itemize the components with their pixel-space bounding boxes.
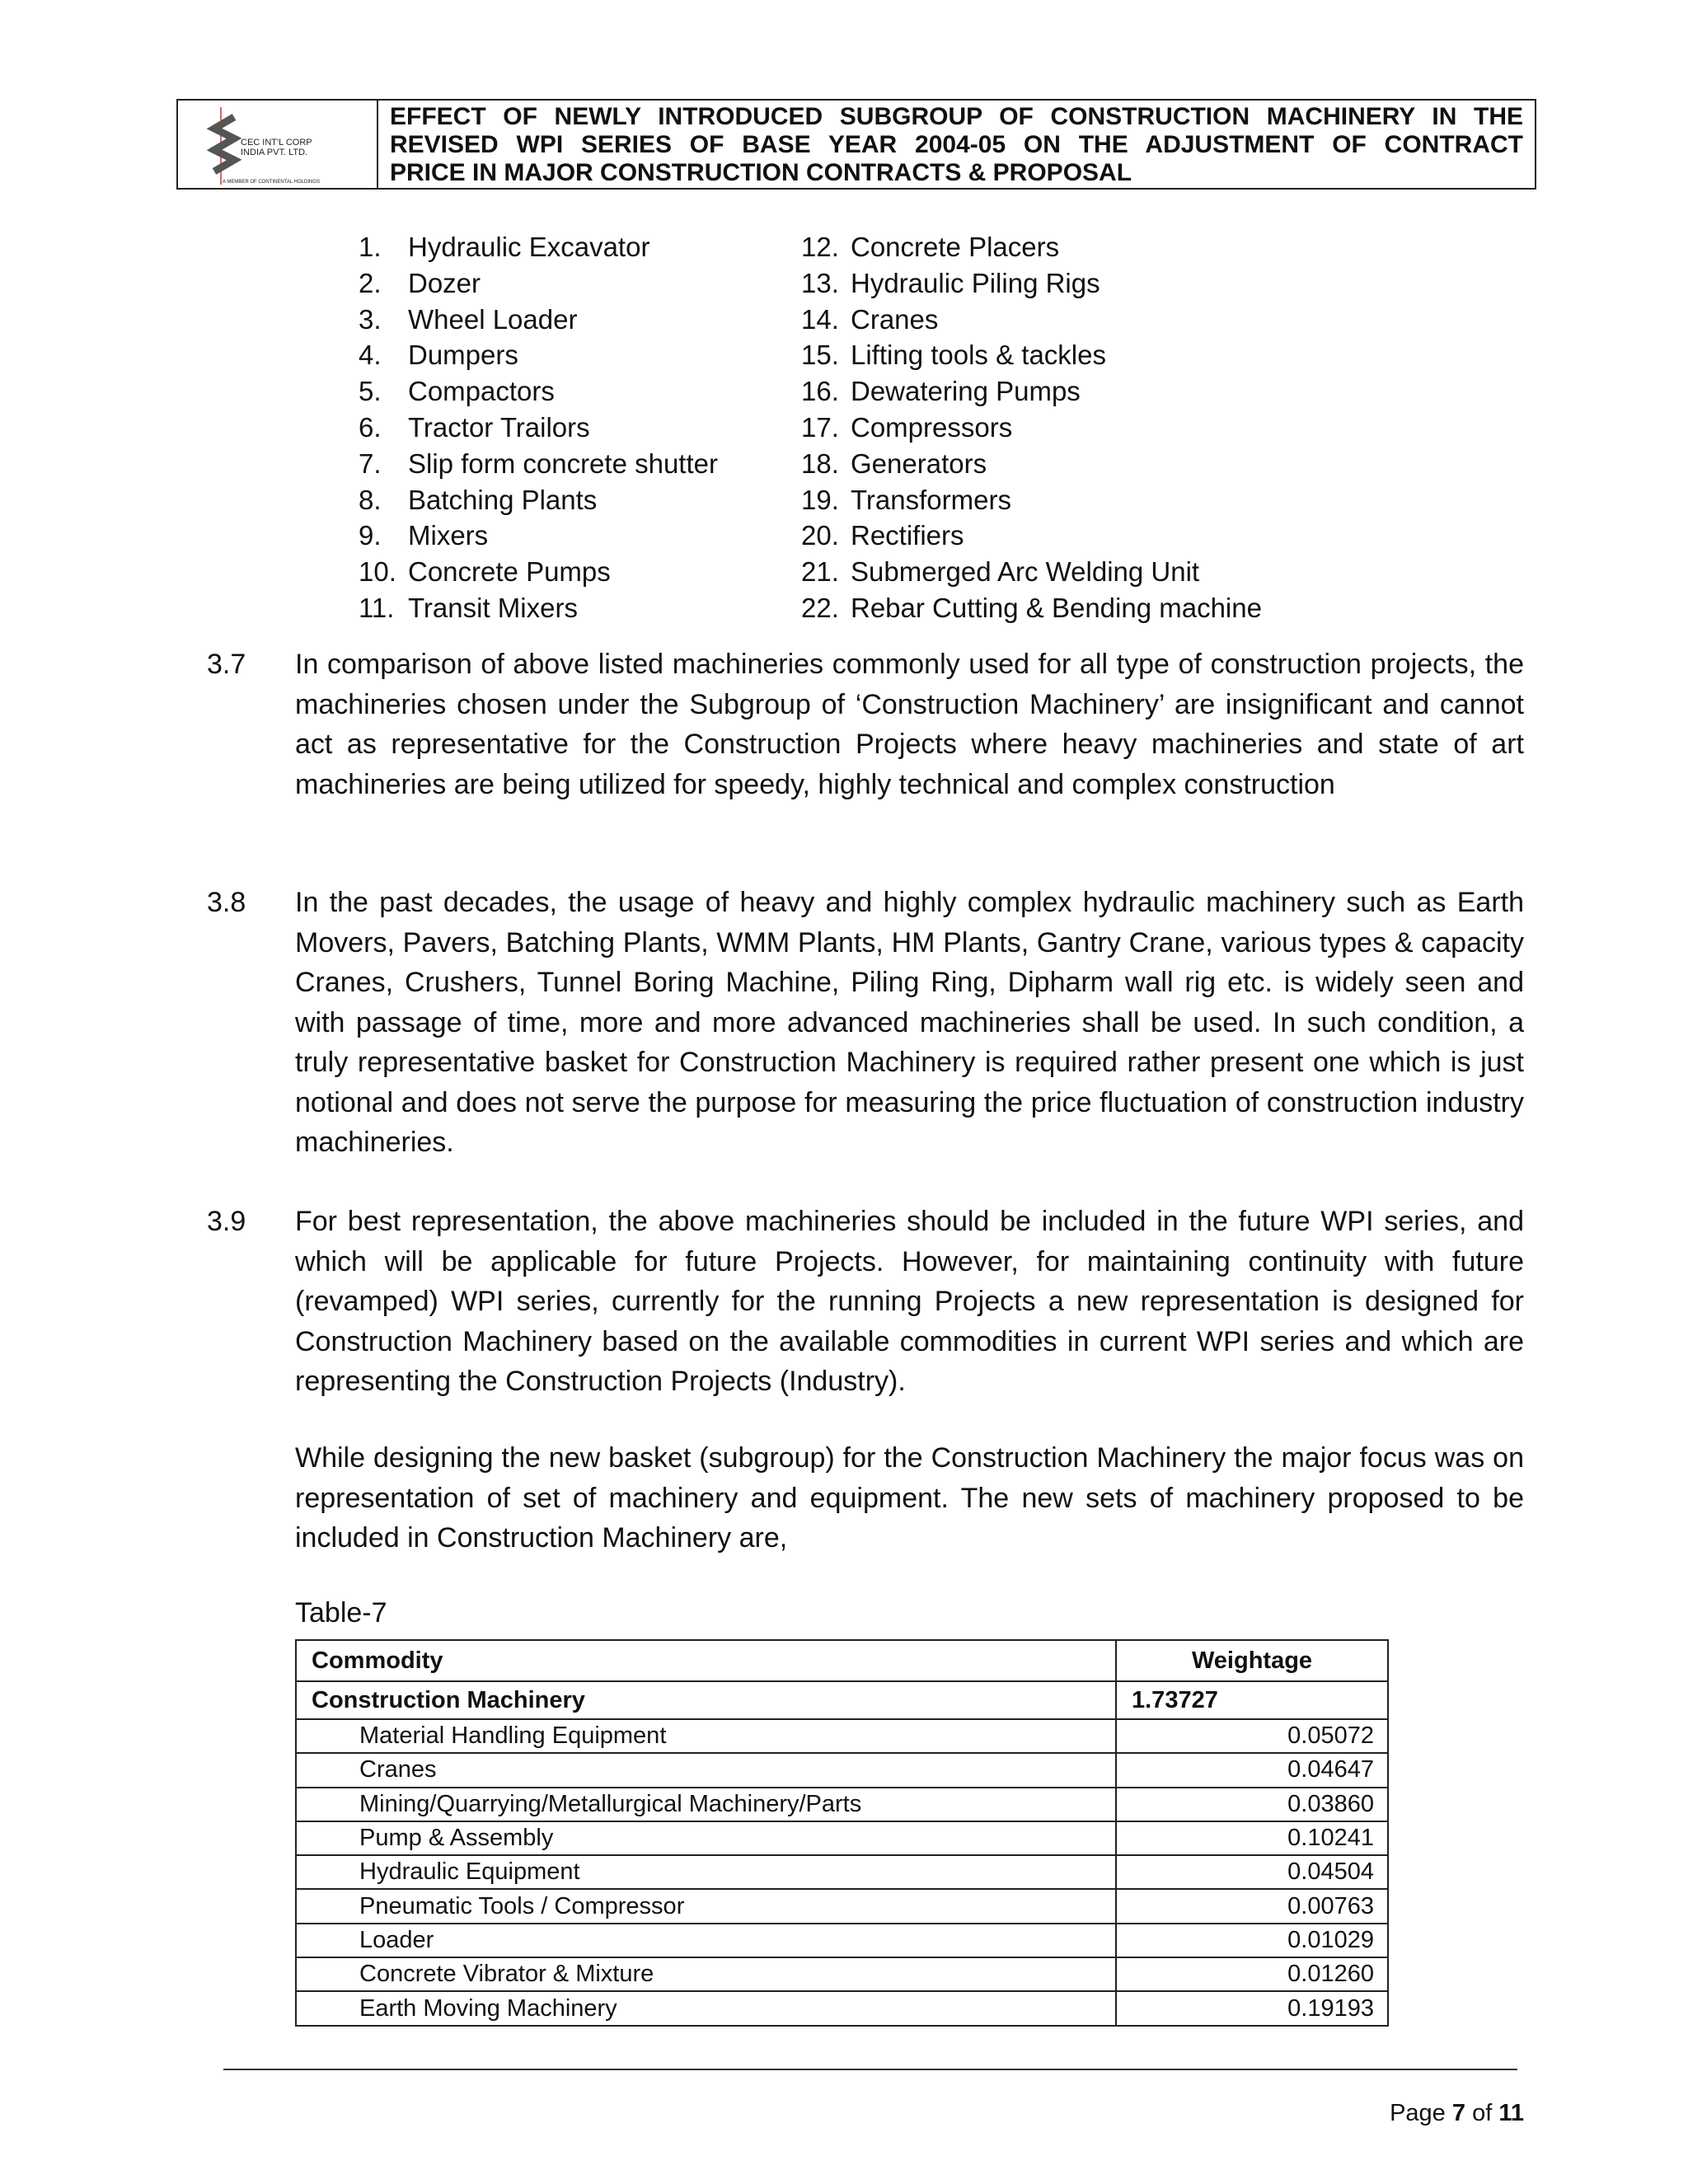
list-item: 12. Concrete Placers (801, 232, 1060, 262)
list-item: 3. Wheel Loader (359, 303, 578, 335)
list-item: 5. Compactors (359, 376, 555, 407)
table-row: Earth Moving Machinery 0.19193 (296, 1991, 1388, 2025)
list-item: 6. Tractor Trailors (359, 411, 590, 443)
list-item: 15. Lifting tools & tackles (801, 340, 1106, 371)
list-item: 7. Slip form concrete shutter (359, 448, 718, 479)
footer-divider (223, 2069, 1517, 2070)
list-item: 16. Dewatering Pumps (801, 376, 1081, 407)
svg-text:INDIA PVT. LTD.: INDIA PVT. LTD. (241, 148, 308, 157)
table-caption: Table-7 (295, 1597, 387, 1629)
list-item: 8. Batching Plants (359, 484, 598, 515)
list-item: 17. Compressors (801, 411, 1013, 443)
table-row: Loader 0.01029 (296, 1924, 1388, 1957)
list-item: 14. Cranes (801, 303, 939, 335)
paragraph-3-7: 3.7 In comparison of above listed machineries commonly used for all type of construction projects, the machineries chosen under the Subgroup of ‘Construction Machinery’ are insignificant and cannot act as representative for the Construction Projects where heavy machineries and state of art machineries are being utilized for speedy, highly technical and complex construction (207, 649, 1524, 800)
table-row: Cranes 0.04647 (296, 1753, 1388, 1787)
cec-logo-icon (203, 105, 359, 188)
list-item: 10. Concrete Pumps (359, 556, 611, 588)
machinery-list-left (359, 229, 718, 626)
page-number: Page 7 of 11 (1390, 2100, 1524, 2126)
table-row: Pump & Assembly 0.10241 (296, 1821, 1388, 1855)
list-item: 13. Hydraulic Piling Rigs (801, 267, 1100, 298)
list-item: 22. Rebar Cutting & Bending machine (801, 592, 1262, 623)
table-row: Concrete Vibrator & Mixture 0.01260 (296, 1957, 1388, 1991)
list-item: 9. Mixers (359, 520, 489, 551)
document-title: EFFECT OF NEWLY INTRODUCED SUBGROUP OF CONSTRUCTION MACHINERY IN THE REVISED WPI SERIES OF BASE YEAR 2004-05 ON THE ADJUSTMENT OF CONTRACT PRICE IN MAJOR CONSTRUCTION CONTRACTS & PROPOSAL (390, 103, 1523, 186)
table-header-row (296, 1640, 1388, 1681)
commodity-header: Commodity (296, 1640, 1116, 1681)
svg-text:CEC INT'L CORP: CEC INT'L CORP (241, 138, 312, 148)
table-row: Mining/Quarrying/Metallurgical Machinery/Parts 0.03860 (296, 1788, 1388, 1821)
paragraph-basket: While designing the new basket (subgroup) for the Construction Machinery the major focus was on representation of set of machinery and equipment. The new sets of machinery proposed to be included in Construction Machinery are, (295, 1442, 1524, 1554)
table-row: Hydraulic Equipment 0.04504 (296, 1855, 1388, 1889)
paragraph-3-9: 3.9 For best representation, the above machineries should be included in the future WPI series, and which will be applicable for future Projects. However, for maintaining continuity with future (revamped) WPI series, currently for the running Projects a new representation is designed for Construction Machinery based on the available commodities in current WPI series and which are representing the Construction Projects (Industry). (207, 1206, 1524, 1397)
list-item: 1. Hydraulic Excavator (359, 232, 650, 262)
list-item: 21. Submerged Arc Welding Unit (801, 556, 1200, 588)
weightage-table (295, 1639, 1389, 2027)
table-row: Pneumatic Tools / Compressor 0.00763 (296, 1889, 1388, 1923)
machinery-list-right (801, 229, 1262, 626)
list-item: 4. Dumpers (359, 340, 518, 371)
list-item: 18. Generators (801, 448, 987, 479)
company-logo (178, 101, 378, 188)
list-item: 2. Dozer (359, 267, 481, 298)
list-item: 20. Rectifiers (801, 520, 964, 551)
weightage-header: Weightage (1116, 1640, 1388, 1681)
svg-text:A MEMBER OF CONTINENTAL HOLDIN: A MEMBER OF CONTINENTAL HOLDINGS (223, 180, 321, 185)
list-item: 19. Transformers (801, 484, 1011, 515)
group-row: Construction Machinery 1.73727 (296, 1681, 1388, 1719)
list-item: 11. Transit Mixers (359, 592, 578, 623)
table-row: Material Handling Equipment 0.05072 (296, 1719, 1388, 1753)
paragraph-3-8: 3.8 In the past decades, the usage of heavy and highly complex hydraulic machinery such as Earth Movers, Pavers, Batching Plants, WMM Plants, HM Plants, Gantry Crane, various types & capacity Cranes, Crushers, Tunnel Boring Machine, Piling Ring, Dipharm wall rig etc. is widely seen and with passage of time, more and more advanced machineries shall be used. In such condition, a truly representative basket for Construction Machinery is required rather present one which is just notional and does not serve the purpose for measuring the price fluctuation of construction industry machineries. (207, 887, 1524, 1158)
page-header (176, 99, 1536, 190)
